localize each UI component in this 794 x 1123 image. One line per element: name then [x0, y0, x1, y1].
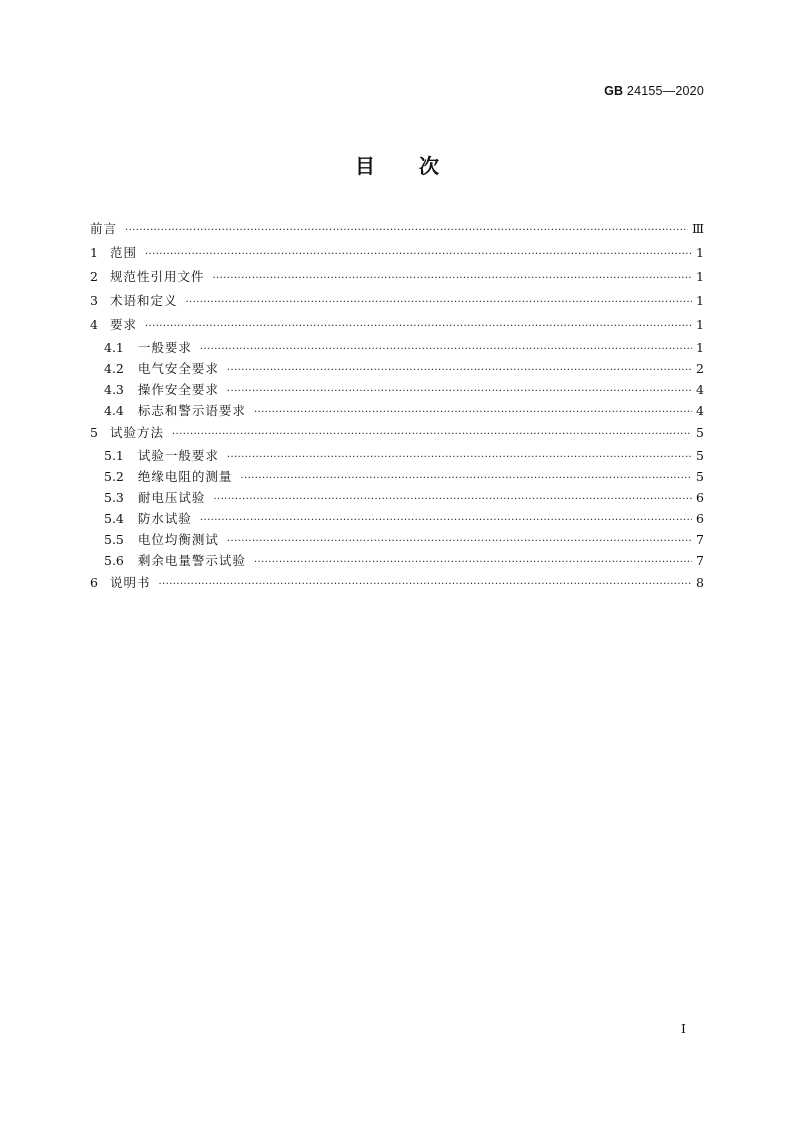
toc-leader-dots [125, 219, 688, 243]
toc-entry-label: 要求 [109, 317, 137, 332]
toc-entry-label: 剩余电量警示试验 [137, 553, 246, 568]
toc-entry-label: 耐电压试验 [137, 490, 206, 505]
standard-number: 24155—2020 [626, 84, 704, 98]
toc-entry-label: 防水试验 [137, 511, 192, 526]
toc-entry[interactable] [90, 337, 704, 358]
toc-entry-label: 一般要求 [137, 340, 192, 355]
toc-entry-number: 5.2 [104, 469, 124, 484]
toc-entry-number: 6 [90, 575, 98, 590]
toc-entry-page: 8 [696, 575, 704, 590]
toc-entry-number: 4 [90, 317, 98, 332]
standard-prefix: GB [604, 84, 624, 98]
toc-leader-dots [227, 360, 692, 381]
toc-entry[interactable] [90, 508, 704, 529]
toc-entry[interactable] [90, 529, 704, 550]
toc-leader-dots [227, 447, 692, 468]
toc-entry-page: 5 [696, 425, 704, 440]
toc-entry-number: 4.3 [104, 382, 124, 397]
toc-entry-page: 1 [696, 340, 704, 355]
table-of-contents [90, 217, 704, 595]
toc-entry-label: 绝缘电阻的测量 [137, 469, 233, 484]
toc-entry-number: 5.4 [104, 511, 124, 526]
page-title [0, 150, 794, 179]
toc-entry-number: 3 [90, 293, 98, 308]
toc-leader-dots [158, 573, 692, 597]
toc-entry-page: 7 [696, 532, 704, 547]
document-code [604, 84, 704, 98]
toc-entry[interactable] [90, 487, 704, 508]
toc-entry[interactable] [90, 445, 704, 466]
toc-entry[interactable] [90, 550, 704, 571]
toc-entry[interactable] [90, 313, 704, 337]
toc-entry-label: 前言 [90, 221, 118, 236]
toc-leader-dots [254, 552, 692, 573]
page-number: I [681, 1021, 686, 1036]
toc-entry-label: 说明书 [109, 575, 151, 590]
toc-entry[interactable] [90, 421, 704, 445]
toc-leader-dots [185, 291, 692, 315]
toc-entry-page: 7 [696, 553, 704, 568]
toc-entry-page: 5 [696, 448, 704, 463]
toc-entry[interactable] [90, 571, 704, 595]
toc-leader-dots [227, 381, 692, 402]
toc-entry-page: 4 [696, 403, 704, 418]
toc-entry-page: 2 [696, 361, 704, 376]
toc-entry-label: 试验方法 [109, 425, 164, 440]
toc-entry[interactable] [90, 289, 704, 313]
toc-entry-page: 5 [696, 469, 704, 484]
toc-entry-page: 1 [696, 293, 704, 308]
toc-entry[interactable] [90, 265, 704, 289]
toc-leader-dots [172, 423, 692, 447]
toc-leader-dots [145, 243, 692, 267]
toc-entry[interactable] [90, 217, 704, 241]
toc-entry[interactable] [90, 466, 704, 487]
toc-leader-dots [200, 510, 692, 531]
toc-entry-page: Ⅲ [691, 221, 704, 236]
toc-entry-page: 1 [696, 245, 704, 260]
toc-entry-page: 1 [696, 317, 704, 332]
toc-entry[interactable] [90, 358, 704, 379]
toc-entry-label: 电气安全要求 [137, 361, 219, 376]
toc-leader-dots [254, 402, 692, 423]
toc-entry[interactable] [90, 241, 704, 265]
toc-entry-number: 5.3 [104, 490, 124, 505]
toc-entry-number: 4.4 [104, 403, 124, 418]
toc-entry-label: 电位均衡测试 [137, 532, 219, 547]
toc-entry-label: 试验一般要求 [137, 448, 219, 463]
toc-entry-number: 5.5 [104, 532, 124, 547]
toc-entry-label: 操作安全要求 [137, 382, 219, 397]
toc-entry-label: 规范性引用文件 [109, 269, 205, 284]
toc-entry-number: 1 [90, 245, 98, 260]
toc-entry-page: 6 [696, 490, 704, 505]
toc-entry-number: 5.6 [104, 553, 124, 568]
toc-entry[interactable] [90, 400, 704, 421]
toc-entry-label: 范围 [109, 245, 137, 260]
toc-entry-number: 2 [90, 269, 98, 284]
toc-leader-dots [213, 489, 692, 510]
toc-entry-number: 4.1 [104, 340, 124, 355]
toc-entry-page: 4 [696, 382, 704, 397]
toc-entry-number: 5 [90, 425, 98, 440]
toc-leader-dots [240, 468, 692, 489]
toc-entry-page: 6 [696, 511, 704, 526]
toc-leader-dots [145, 315, 692, 339]
toc-entry-number: 5.1 [104, 448, 124, 463]
toc-entry-label: 标志和警示语要求 [137, 403, 246, 418]
toc-leader-dots [212, 267, 692, 291]
toc-leader-dots [200, 339, 692, 360]
toc-entry-page: 1 [696, 269, 704, 284]
title-char-2: 次 [419, 154, 439, 178]
toc-leader-dots [227, 531, 692, 552]
toc-entry[interactable] [90, 379, 704, 400]
toc-entry-number: 4.2 [104, 361, 124, 376]
toc-entry-label: 术语和定义 [109, 293, 178, 308]
title-char-1: 目 [355, 154, 375, 178]
